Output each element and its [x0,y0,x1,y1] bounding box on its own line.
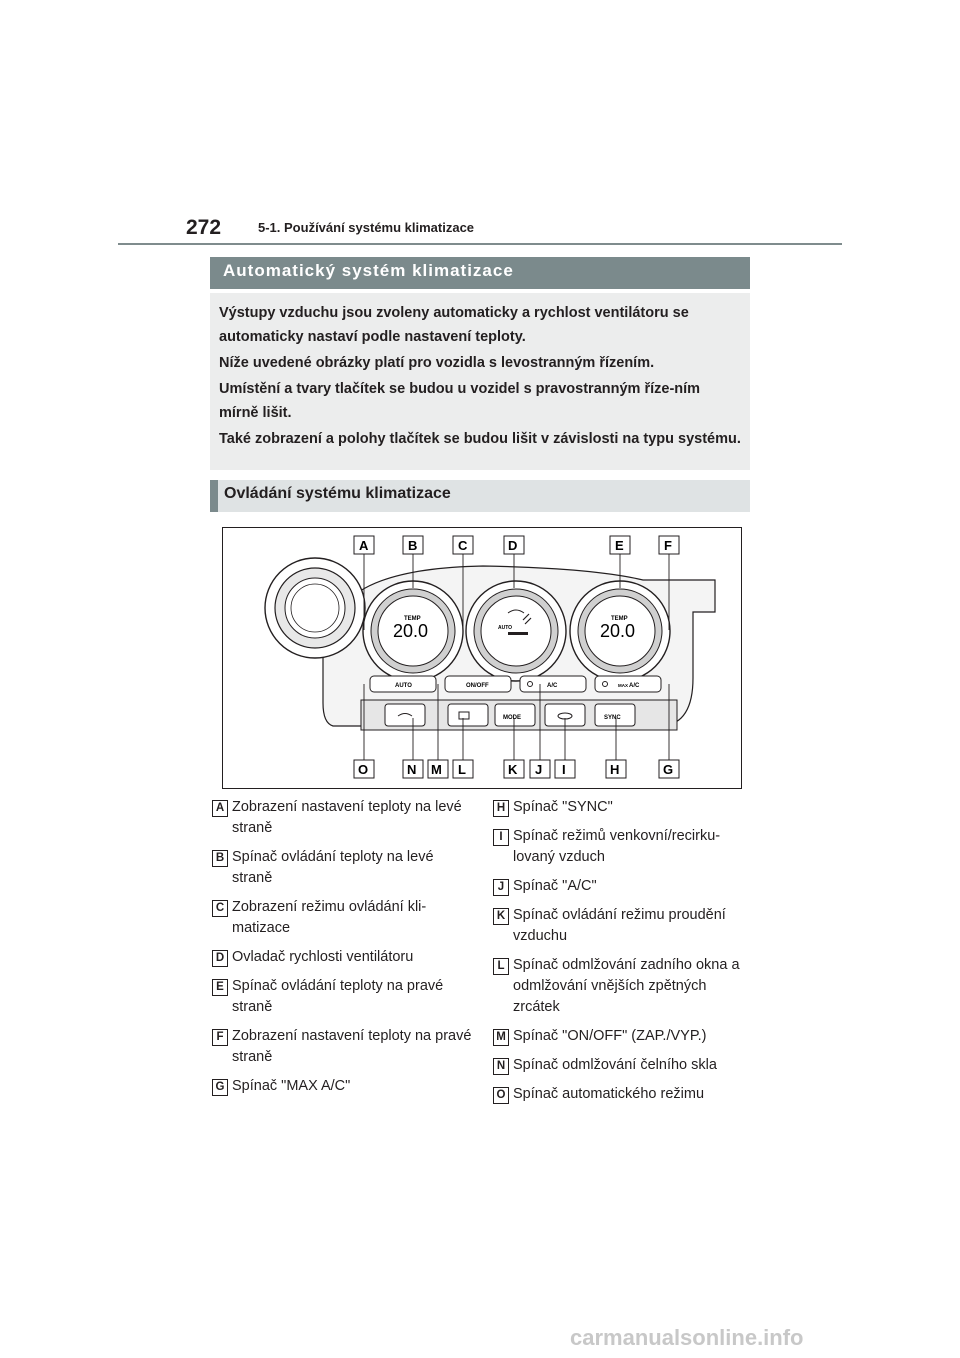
watermark: carmanualsonline.info [570,1325,804,1350]
fan-speed-bar [508,632,528,635]
intro-paragraph: Umístění a tvary tlačítek se budou u vozidel s pravostranným říze-ním mírně lišit. [219,381,701,421]
callout-e-label: E [615,538,624,553]
legend-text: Ovladač rychlosti ventilátoru [232,949,414,965]
legend-text: Spínač "ON/OFF" (ZAP./VYP.) [513,1028,707,1044]
legend-item [212,947,474,968]
rear-defrost-button[interactable] [448,704,488,726]
right-temp-label: TEMP [611,616,628,622]
top-callouts [354,536,679,554]
intro-paragraph: Níže uvedené obrázky platí pro vozidla s levostranným řízením. [219,355,655,371]
legend-text: Spínač odmlžování čelního skla [513,1057,717,1073]
callout-k-label: K [508,762,518,777]
subsection-title-bar [210,480,750,512]
right-temp-dial [570,581,670,681]
on-off-button-label: ON/OFF [466,683,489,689]
legend-text: Spínač ovládání režimu proudění vzduchu [513,907,726,944]
legend-item [212,897,474,939]
legend-badge: J [493,879,509,896]
left-temp-value: 20.0 [393,621,429,641]
subsection-title: Ovládání systému klimatizace [224,485,451,502]
max-ac-button[interactable] [595,676,661,692]
center-fan-dial [466,581,566,681]
callout-f-label: F [664,538,672,553]
chapter-title: 5-1. Používání systému klimatizace [258,220,475,235]
legend-item [493,1026,755,1047]
center-auto-label: AUTO [498,625,513,631]
legend-item [493,955,755,1018]
legend-text: Spínač ovládání teploty na pravé straně [232,978,444,1015]
subsection-stripe [210,480,218,512]
left-vent-knob [265,558,365,658]
callout-g-label: G [663,762,674,777]
legend-text: Spínač "SYNC" [513,799,613,815]
legend-badge: B [212,850,228,867]
bottom-callouts [354,760,679,778]
callout-b-label: B [408,538,418,553]
legend-badge: C [212,900,228,917]
bottom-button-row [361,700,677,730]
legend-badge: E [212,979,228,996]
ac-button-label: A/C [547,683,558,689]
legend-badge: N [493,1058,509,1075]
legend-badge: L [493,958,509,975]
legend-item [493,1084,755,1105]
legend-item [493,1055,755,1076]
intro-box [210,293,750,470]
section-title: Automatický systém klimatizace [223,261,514,280]
legend-text: Spínač odmlžování zadního okna a odmlžování vnějších zpětných zrcátek [513,957,740,1015]
legend-text: Zobrazení nastavení teploty na pravé straně [232,1028,472,1065]
intro-paragraph: Výstupy vzduchu jsou zvoleny automaticky a rychlost ventilátoru se automaticky nastaví podle nastavení teploty. [219,305,689,345]
legend-badge: A [212,800,228,817]
legend-badge: H [493,800,509,817]
climate-panel-figure [222,527,742,789]
left-temp-label: TEMP [404,616,421,622]
header-divider [118,243,842,245]
mode-button-label: MODE [503,715,521,721]
legend-item [212,797,474,839]
legend-text: Zobrazení nastavení teploty na levé straně [232,799,462,836]
climate-panel-drawing [223,528,741,788]
callout-j-label: J [535,762,543,777]
legend-item [493,797,755,818]
auto-button-label: AUTO [395,683,412,689]
max-ac-prefix: MAX [618,683,628,688]
sync-button-label: SYNC [604,715,621,721]
legend-badge: I [493,829,509,846]
page-number: 272 [186,216,222,239]
legend-badge: M [493,1029,509,1046]
legend-item [493,826,755,868]
callout-o-label: O [358,762,369,777]
legend-badge: D [212,950,228,967]
legend-item [212,976,474,1018]
left-temp-dial [363,581,463,681]
callout-i-label: I [562,762,566,777]
section-title-bar [210,257,750,289]
legend-left [212,797,474,1105]
callout-l-label: L [458,762,466,777]
callout-h-label: H [610,762,620,777]
legend-item [212,847,474,889]
callout-a-label: A [359,538,369,553]
legend-right [493,797,755,1113]
legend-text: Spínač ovládání teploty na levé straně [232,849,434,886]
legend-text: Spínač "A/C" [513,878,597,894]
legend-badge: K [493,908,509,925]
legend-text: Spínač "MAX A/C" [232,1078,351,1094]
legend-text: Spínač automatického režimu [513,1086,705,1102]
callout-d-label: D [508,538,518,553]
right-temp-value: 20.0 [600,621,636,641]
intro-paragraph: Také zobrazení a polohy tlačítek se budou lišit v závislosti na typu systému. [219,431,741,447]
legend-badge: G [212,1079,228,1096]
legend-text: Zobrazení režimu ovládání kli-matizace [232,899,427,936]
callout-c-label: C [458,538,468,553]
legend-badge: F [212,1029,228,1046]
legend-item [212,1076,474,1097]
legend-item [212,1026,474,1068]
max-ac-button-label: A/C [629,683,640,689]
legend-text: Spínač režimů venkovní/recirku-lovaný vzduch [513,828,721,865]
legend-item [493,905,755,947]
callout-m-label: M [431,762,442,777]
legend-item [493,876,755,897]
front-defrost-button[interactable] [385,704,425,726]
legend-badge: O [493,1087,509,1104]
callout-n-label: N [407,762,417,777]
